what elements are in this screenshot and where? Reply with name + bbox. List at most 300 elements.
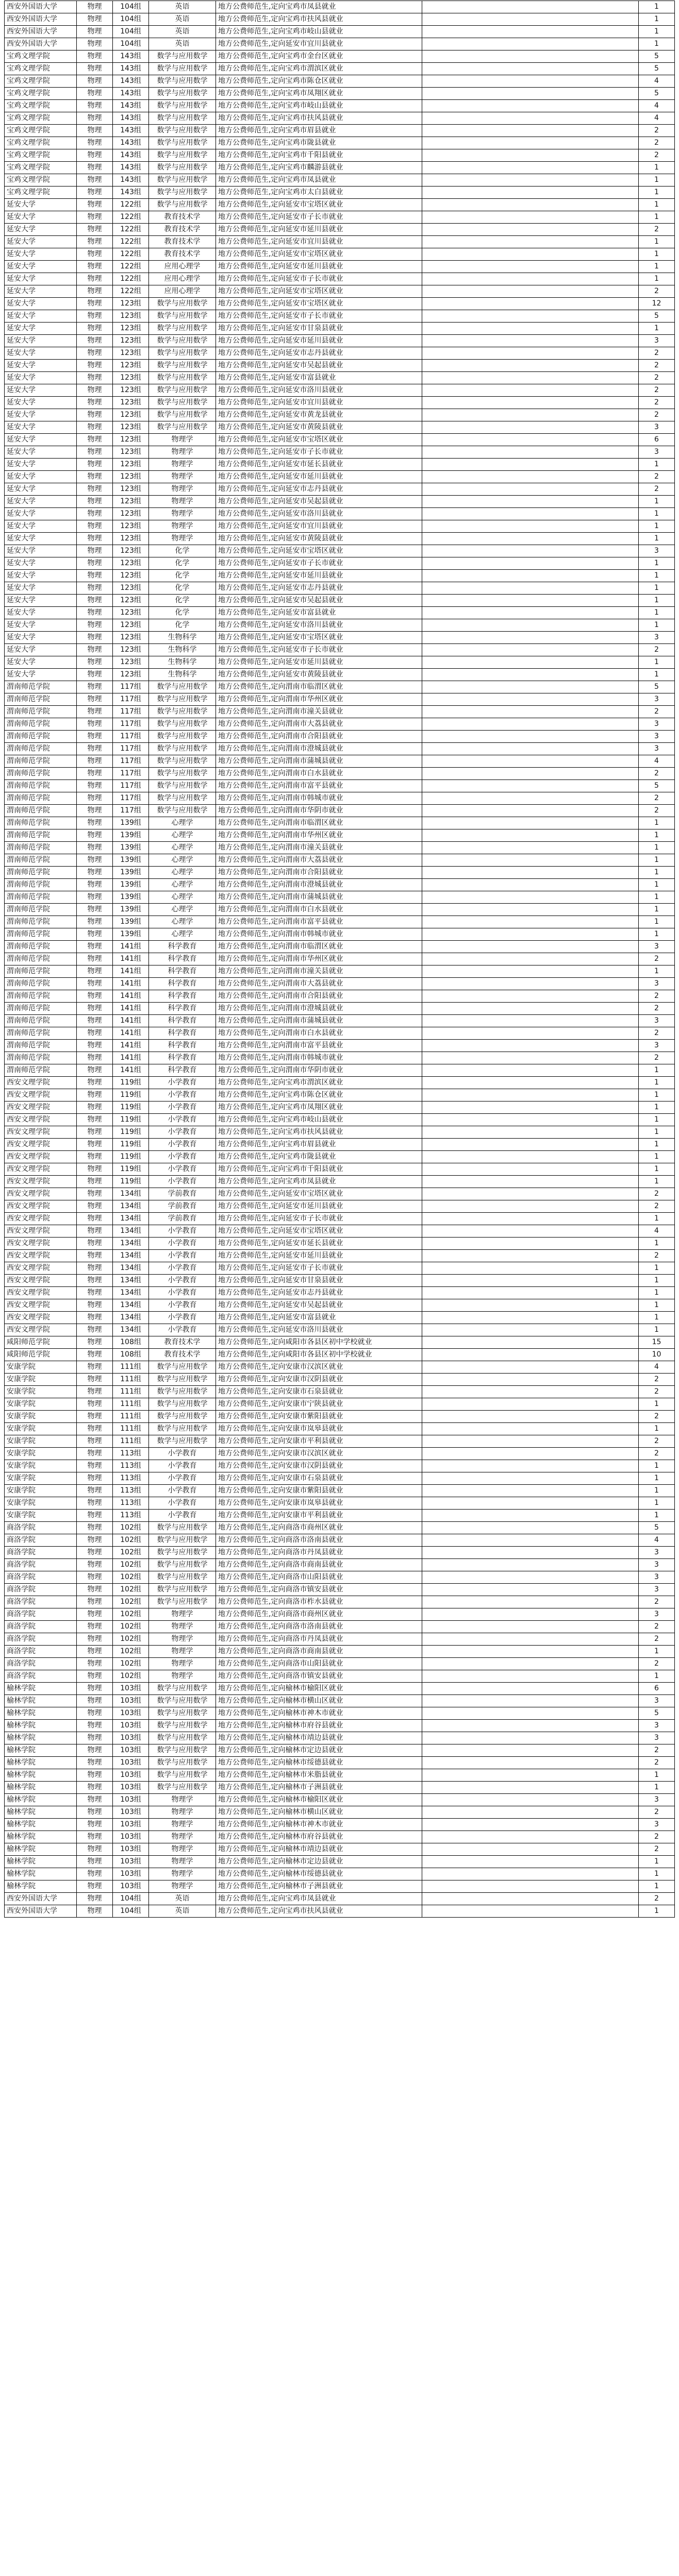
- note-cell: 地方公费师范生,定向商洛市镇安县就业: [216, 1584, 422, 1596]
- blank-cell: [422, 1880, 639, 1893]
- subject-cell: 物理: [77, 1608, 113, 1621]
- major-cell: 教育技术学: [149, 1336, 216, 1349]
- table-row: [5, 1, 675, 13]
- school-cell: 延安大学: [5, 261, 77, 273]
- count-cell: 2: [639, 644, 675, 656]
- group-cell: 143组: [113, 125, 149, 137]
- subject-cell: 物理: [77, 1621, 113, 1633]
- count-cell: 4: [639, 1534, 675, 1547]
- subject-cell: 物理: [77, 1188, 113, 1200]
- note-cell: 地方公费师范生,定向榆林市定边县就业: [216, 1744, 422, 1757]
- major-cell: 小学教育: [149, 1299, 216, 1312]
- count-cell: 1: [639, 187, 675, 199]
- blank-cell: [422, 1089, 639, 1101]
- blank-cell: [422, 149, 639, 162]
- count-cell: 1: [639, 273, 675, 285]
- table-row: [5, 335, 675, 347]
- school-cell: 渭南师范学院: [5, 1003, 77, 1015]
- subject-cell: 物理: [77, 1200, 113, 1213]
- blank-cell: [422, 1003, 639, 1015]
- count-cell: 1: [639, 323, 675, 335]
- count-cell: 2: [639, 149, 675, 162]
- table-row: [5, 187, 675, 199]
- school-cell: 延安大学: [5, 224, 77, 236]
- group-cell: 111组: [113, 1361, 149, 1374]
- school-cell: 渭南师范学院: [5, 879, 77, 891]
- subject-cell: 物理: [77, 1843, 113, 1856]
- blank-cell: [422, 1163, 639, 1176]
- table-row: [5, 792, 675, 805]
- school-cell: 渭南师范学院: [5, 842, 77, 854]
- note-cell: 地方公费师范生,定向商洛市商州区就业: [216, 1522, 422, 1534]
- note-cell: 地方公费师范生,定向延安市延川县就业: [216, 471, 422, 483]
- blank-cell: [422, 854, 639, 867]
- note-cell: 地方公费师范生,定向延安市洛川县就业: [216, 1324, 422, 1336]
- blank-cell: [422, 681, 639, 693]
- subject-cell: 物理: [77, 1534, 113, 1547]
- major-cell: 物理学: [149, 1621, 216, 1633]
- major-cell: 学前教育: [149, 1200, 216, 1213]
- subject-cell: 物理: [77, 1571, 113, 1584]
- major-cell: 数学与应用数学: [149, 1522, 216, 1534]
- group-cell: 123组: [113, 483, 149, 496]
- group-cell: 143组: [113, 63, 149, 75]
- group-cell: 141组: [113, 1052, 149, 1064]
- blank-cell: [422, 1114, 639, 1126]
- note-cell: 地方公费师范生,定向渭南市潼关县就业: [216, 706, 422, 718]
- blank-cell: [422, 965, 639, 978]
- count-cell: 2: [639, 1596, 675, 1608]
- table-row: [5, 1683, 675, 1695]
- subject-cell: 物理: [77, 829, 113, 842]
- subject-cell: 物理: [77, 1695, 113, 1707]
- note-cell: 地方公费师范生,定向延安市延川县就业: [216, 261, 422, 273]
- subject-cell: 物理: [77, 1584, 113, 1596]
- major-cell: 数学与应用数学: [149, 199, 216, 211]
- count-cell: 2: [639, 768, 675, 780]
- table-row: [5, 545, 675, 557]
- blank-cell: [422, 570, 639, 582]
- note-cell: 地方公费师范生,定向渭南市临渭区就业: [216, 817, 422, 829]
- count-cell: 5: [639, 780, 675, 792]
- count-cell: 10: [639, 1349, 675, 1361]
- blank-cell: [422, 1522, 639, 1534]
- blank-cell: [422, 125, 639, 137]
- count-cell: 3: [639, 335, 675, 347]
- major-cell: 数学与应用数学: [149, 1732, 216, 1744]
- blank-cell: [422, 75, 639, 88]
- group-cell: 123组: [113, 298, 149, 310]
- count-cell: 2: [639, 706, 675, 718]
- count-cell: 3: [639, 978, 675, 990]
- blank-cell: [422, 38, 639, 50]
- table-row: [5, 1411, 675, 1423]
- subject-cell: 物理: [77, 261, 113, 273]
- group-cell: 123组: [113, 347, 149, 360]
- count-cell: 1: [639, 1880, 675, 1893]
- school-cell: 渭南师范学院: [5, 965, 77, 978]
- table-row: [5, 1633, 675, 1646]
- group-cell: 113组: [113, 1497, 149, 1510]
- school-cell: 渭南师范学院: [5, 817, 77, 829]
- blank-cell: [422, 1448, 639, 1460]
- major-cell: 教育技术学: [149, 1349, 216, 1361]
- count-cell: 2: [639, 1003, 675, 1015]
- table-row: [5, 1534, 675, 1547]
- blank-cell: [422, 718, 639, 731]
- subject-cell: 物理: [77, 1349, 113, 1361]
- count-cell: 3: [639, 632, 675, 644]
- table-row: [5, 953, 675, 965]
- note-cell: 地方公费师范生,定向延安市吴起县就业: [216, 360, 422, 372]
- major-cell: 数学与应用数学: [149, 421, 216, 434]
- table-row: [5, 1695, 675, 1707]
- group-cell: 104组: [113, 38, 149, 50]
- note-cell: 地方公费师范生,定向渭南市合阳县就业: [216, 990, 422, 1003]
- table-row: [5, 360, 675, 372]
- table-row: [5, 1880, 675, 1893]
- count-cell: 1: [639, 1497, 675, 1510]
- blank-cell: [422, 1744, 639, 1757]
- school-cell: 延安大学: [5, 644, 77, 656]
- table-row: [5, 224, 675, 236]
- subject-cell: 物理: [77, 1126, 113, 1139]
- blank-cell: [422, 1411, 639, 1423]
- table-row: [5, 471, 675, 483]
- school-cell: 西安文理学院: [5, 1101, 77, 1114]
- count-cell: 6: [639, 434, 675, 446]
- school-cell: 西安文理学院: [5, 1151, 77, 1163]
- blank-cell: [422, 669, 639, 681]
- count-cell: 1: [639, 162, 675, 174]
- note-cell: 地方公费师范生,定向渭南市韩城市就业: [216, 792, 422, 805]
- table-row: [5, 1238, 675, 1250]
- group-cell: 123组: [113, 632, 149, 644]
- table-row: [5, 1139, 675, 1151]
- count-cell: 1: [639, 1670, 675, 1683]
- major-cell: 英语: [149, 26, 216, 38]
- blank-cell: [422, 335, 639, 347]
- subject-cell: 物理: [77, 570, 113, 582]
- note-cell: 地方公费师范生,定向延安市洛川县就业: [216, 619, 422, 632]
- table-row: [5, 755, 675, 768]
- school-cell: 延安大学: [5, 409, 77, 421]
- note-cell: 地方公费师范生,定向延安市黄陵县就业: [216, 669, 422, 681]
- major-cell: 物理学: [149, 434, 216, 446]
- note-cell: 地方公费师范生,定向延安市黄陵县就业: [216, 421, 422, 434]
- note-cell: 地方公费师范生,定向宝鸡市陈仓区就业: [216, 1089, 422, 1101]
- major-cell: 数学与应用数学: [149, 125, 216, 137]
- table-row: [5, 644, 675, 656]
- count-cell: 1: [639, 1126, 675, 1139]
- school-cell: 咸阳师范学院: [5, 1349, 77, 1361]
- blank-cell: [422, 298, 639, 310]
- major-cell: 心理学: [149, 867, 216, 879]
- group-cell: 119组: [113, 1163, 149, 1176]
- school-cell: 西安文理学院: [5, 1114, 77, 1126]
- major-cell: 小学教育: [149, 1275, 216, 1287]
- subject-cell: 物理: [77, 1003, 113, 1015]
- subject-cell: 物理: [77, 867, 113, 879]
- note-cell: 地方公费师范生,定向安康市岚皋县就业: [216, 1423, 422, 1435]
- blank-cell: [422, 471, 639, 483]
- table-row: [5, 26, 675, 38]
- table-row: [5, 1052, 675, 1064]
- note-cell: 地方公费师范生,定向渭南市合阳县就业: [216, 731, 422, 743]
- group-cell: 102组: [113, 1596, 149, 1608]
- school-cell: 榆林学院: [5, 1856, 77, 1868]
- school-cell: 西安文理学院: [5, 1287, 77, 1299]
- blank-cell: [422, 1423, 639, 1435]
- subject-cell: 物理: [77, 508, 113, 520]
- count-cell: 3: [639, 1040, 675, 1052]
- table-row: [5, 1336, 675, 1349]
- subject-cell: 物理: [77, 1027, 113, 1040]
- group-cell: 143组: [113, 162, 149, 174]
- table-row: [5, 1794, 675, 1806]
- note-cell: 地方公费师范生,定向榆林市靖边县就业: [216, 1843, 422, 1856]
- count-cell: 2: [639, 1843, 675, 1856]
- subject-cell: 物理: [77, 224, 113, 236]
- count-cell: 1: [639, 1646, 675, 1658]
- school-cell: 延安大学: [5, 434, 77, 446]
- note-cell: 地方公费师范生,定向宝鸡市太白县就业: [216, 187, 422, 199]
- group-cell: 111组: [113, 1435, 149, 1448]
- group-cell: 143组: [113, 112, 149, 125]
- subject-cell: 物理: [77, 1275, 113, 1287]
- table-row: [5, 446, 675, 459]
- note-cell: 地方公费师范生,定向渭南市临渭区就业: [216, 681, 422, 693]
- count-cell: 3: [639, 1720, 675, 1732]
- note-cell: 地方公费师范生,定向安康市平利县就业: [216, 1435, 422, 1448]
- group-cell: 104组: [113, 13, 149, 26]
- major-cell: 教育技术学: [149, 224, 216, 236]
- table-row: [5, 941, 675, 953]
- subject-cell: 物理: [77, 1114, 113, 1126]
- table-row: [5, 434, 675, 446]
- subject-cell: 物理: [77, 496, 113, 508]
- blank-cell: [422, 595, 639, 607]
- blank-cell: [422, 1188, 639, 1200]
- note-cell: 地方公费师范生,定向渭南市华州区就业: [216, 829, 422, 842]
- school-cell: 西安文理学院: [5, 1238, 77, 1250]
- major-cell: 数学与应用数学: [149, 731, 216, 743]
- subject-cell: 物理: [77, 792, 113, 805]
- group-cell: 122组: [113, 261, 149, 273]
- school-cell: 商洛学院: [5, 1658, 77, 1670]
- subject-cell: 物理: [77, 520, 113, 533]
- group-cell: 103组: [113, 1744, 149, 1757]
- blank-cell: [422, 261, 639, 273]
- table-row: [5, 1448, 675, 1460]
- blank-cell: [422, 1893, 639, 1905]
- subject-cell: 物理: [77, 1398, 113, 1411]
- group-cell: 104组: [113, 1, 149, 13]
- note-cell: 地方公费师范生,定向渭南市韩城市就业: [216, 928, 422, 941]
- note-cell: 地方公费师范生,定向宝鸡市凤翔区就业: [216, 1101, 422, 1114]
- subject-cell: 物理: [77, 644, 113, 656]
- group-cell: 123组: [113, 496, 149, 508]
- subject-cell: 物理: [77, 112, 113, 125]
- table-row: [5, 1299, 675, 1312]
- count-cell: 2: [639, 471, 675, 483]
- table-row: [5, 1027, 675, 1040]
- school-cell: 渭南师范学院: [5, 1064, 77, 1077]
- note-cell: 地方公费师范生,定向延安市志丹县就业: [216, 483, 422, 496]
- school-cell: 商洛学院: [5, 1584, 77, 1596]
- subject-cell: 物理: [77, 1460, 113, 1472]
- table-row: [5, 706, 675, 718]
- group-cell: 103组: [113, 1856, 149, 1868]
- major-cell: 学前教育: [149, 1213, 216, 1225]
- group-cell: 103组: [113, 1843, 149, 1856]
- group-cell: 122组: [113, 248, 149, 261]
- table-row: [5, 496, 675, 508]
- group-cell: 103组: [113, 1695, 149, 1707]
- major-cell: 科学教育: [149, 1052, 216, 1064]
- blank-cell: [422, 1262, 639, 1275]
- note-cell: 地方公费师范生,定向宝鸡市凤翔区就业: [216, 88, 422, 100]
- group-cell: 123组: [113, 508, 149, 520]
- group-cell: 103组: [113, 1707, 149, 1720]
- table-row: [5, 1015, 675, 1027]
- blank-cell: [422, 285, 639, 298]
- table-row: [5, 718, 675, 731]
- blank-cell: [422, 397, 639, 409]
- school-cell: 渭南师范学院: [5, 854, 77, 867]
- blank-cell: [422, 496, 639, 508]
- school-cell: 宝鸡文理学院: [5, 149, 77, 162]
- table-row: [5, 1868, 675, 1880]
- group-cell: 117组: [113, 805, 149, 817]
- blank-cell: [422, 1806, 639, 1819]
- school-cell: 榆林学院: [5, 1695, 77, 1707]
- count-cell: 1: [639, 1423, 675, 1435]
- blank-cell: [422, 545, 639, 557]
- group-cell: 123组: [113, 520, 149, 533]
- count-cell: 1: [639, 879, 675, 891]
- subject-cell: 物理: [77, 1485, 113, 1497]
- school-cell: 西安文理学院: [5, 1225, 77, 1238]
- note-cell: 地方公费师范生,定向延安市宝塔区就业: [216, 632, 422, 644]
- group-cell: 103组: [113, 1782, 149, 1794]
- table-row: [5, 1559, 675, 1571]
- blank-cell: [422, 1250, 639, 1262]
- subject-cell: 物理: [77, 1670, 113, 1683]
- note-cell: 地方公费师范生,定向宝鸡市陇县就业: [216, 137, 422, 149]
- blank-cell: [422, 582, 639, 595]
- major-cell: 心理学: [149, 891, 216, 904]
- count-cell: 1: [639, 38, 675, 50]
- group-cell: 122组: [113, 199, 149, 211]
- group-cell: 104组: [113, 1905, 149, 1918]
- subject-cell: 物理: [77, 236, 113, 248]
- blank-cell: [422, 1720, 639, 1732]
- note-cell: 地方公费师范生,定向延安市黄陵县就业: [216, 533, 422, 545]
- table-row: [5, 1077, 675, 1089]
- blank-cell: [422, 867, 639, 879]
- note-cell: 地方公费师范生,定向榆林市府谷县就业: [216, 1831, 422, 1843]
- school-cell: 安康学院: [5, 1374, 77, 1386]
- school-cell: 西安外国语大学: [5, 1893, 77, 1905]
- group-cell: 123组: [113, 310, 149, 323]
- count-cell: 1: [639, 533, 675, 545]
- table-row: [5, 1101, 675, 1114]
- subject-cell: 物理: [77, 1139, 113, 1151]
- school-cell: 延安大学: [5, 619, 77, 632]
- group-cell: 122组: [113, 224, 149, 236]
- subject-cell: 物理: [77, 1905, 113, 1918]
- school-cell: 延安大学: [5, 248, 77, 261]
- group-cell: 117组: [113, 731, 149, 743]
- school-cell: 延安大学: [5, 421, 77, 434]
- group-cell: 123组: [113, 446, 149, 459]
- count-cell: 1: [639, 211, 675, 224]
- major-cell: 科学教育: [149, 941, 216, 953]
- blank-cell: [422, 174, 639, 187]
- school-cell: 延安大学: [5, 570, 77, 582]
- school-cell: 渭南师范学院: [5, 916, 77, 928]
- subject-cell: 物理: [77, 1448, 113, 1460]
- school-cell: 商洛学院: [5, 1522, 77, 1534]
- group-cell: 102组: [113, 1534, 149, 1547]
- group-cell: 123组: [113, 533, 149, 545]
- subject-cell: 物理: [77, 854, 113, 867]
- school-cell: 渭南师范学院: [5, 706, 77, 718]
- school-cell: 延安大学: [5, 446, 77, 459]
- note-cell: 地方公费师范生,定向延安市富县就业: [216, 372, 422, 384]
- school-cell: 榆林学院: [5, 1868, 77, 1880]
- count-cell: 1: [639, 1077, 675, 1089]
- major-cell: 数学与应用数学: [149, 1386, 216, 1398]
- blank-cell: [422, 199, 639, 211]
- note-cell: 地方公费师范生,定向延安市子长市就业: [216, 644, 422, 656]
- school-cell: 渭南师范学院: [5, 1052, 77, 1064]
- subject-cell: 物理: [77, 13, 113, 26]
- subject-cell: 物理: [77, 1794, 113, 1806]
- school-cell: 榆林学院: [5, 1744, 77, 1757]
- table-row: [5, 1435, 675, 1448]
- major-cell: 生物科学: [149, 656, 216, 669]
- subject-cell: 物理: [77, 978, 113, 990]
- count-cell: 5: [639, 63, 675, 75]
- group-cell: 123组: [113, 607, 149, 619]
- major-cell: 小学教育: [149, 1151, 216, 1163]
- table-row: [5, 1213, 675, 1225]
- major-cell: 科学教育: [149, 978, 216, 990]
- school-cell: 延安大学: [5, 335, 77, 347]
- subject-cell: 物理: [77, 1176, 113, 1188]
- major-cell: 科学教育: [149, 990, 216, 1003]
- note-cell: 地方公费师范生,定向延安市宝塔区就业: [216, 545, 422, 557]
- table-row: [5, 632, 675, 644]
- subject-cell: 物理: [77, 1262, 113, 1275]
- note-cell: 地方公费师范生,定向延安市子长市就业: [216, 446, 422, 459]
- major-cell: 数学与应用数学: [149, 1547, 216, 1559]
- blank-cell: [422, 953, 639, 965]
- count-cell: 1: [639, 1485, 675, 1497]
- major-cell: 心理学: [149, 817, 216, 829]
- count-cell: 1: [639, 174, 675, 187]
- major-cell: 生物科学: [149, 669, 216, 681]
- table-row: [5, 1670, 675, 1683]
- count-cell: 3: [639, 1608, 675, 1621]
- subject-cell: 物理: [77, 1893, 113, 1905]
- count-cell: 2: [639, 1744, 675, 1757]
- group-cell: 103组: [113, 1683, 149, 1695]
- school-cell: 榆林学院: [5, 1806, 77, 1819]
- count-cell: 3: [639, 1819, 675, 1831]
